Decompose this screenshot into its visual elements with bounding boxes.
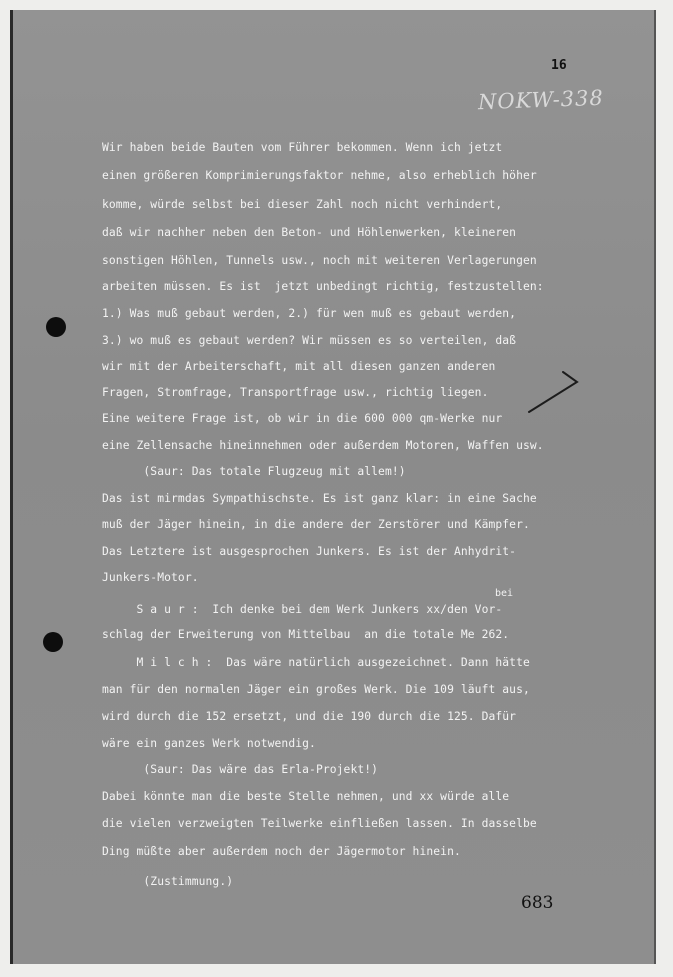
text-line-9: wir mit der Arbeiterschaft, mit all diesen ganzen anderen xyxy=(102,360,496,373)
text-line-4: daß wir nachher neben den Beton- und Höhlenwerken, kleineren xyxy=(102,226,517,239)
text-line-13: (Saur: Das totale Flugzeug mit allem!) xyxy=(102,465,406,478)
page-number: 16 xyxy=(551,58,567,73)
text-line-12: eine Zellensache hineinnehmen oder außerdem Motoren, Waffen usw. xyxy=(102,439,544,452)
text-line-22: wird durch die 152 ersetzt, und die 190 durch die 125. Dafür xyxy=(102,710,517,723)
text-line-20: M i l c h : Das wäre natürlich ausgezeichnet. Dann hätte xyxy=(102,656,530,669)
text-line-5: sonstigen Höhlen, Tunnels usw., noch mit weiteren Verlagerungen xyxy=(102,254,537,267)
text-line-17: Junkers-Motor. xyxy=(102,571,199,584)
text-line-7: 1.) Was muß gebaut werden, 2.) für wen muß es gebaut werden, xyxy=(102,307,517,320)
text-line-2: einen größeren Komprimierungsfaktor nehme, also erheblich höher xyxy=(102,169,537,182)
handwritten-insertion: bei xyxy=(495,588,514,599)
text-line-21: man für den normalen Jäger ein großes Werk. Die 109 läuft aus, xyxy=(102,683,530,696)
punch-hole-bottom xyxy=(43,632,63,652)
text-line-16: Das Letztere ist ausgesprochen Junkers. Es ist der Anhydrit- xyxy=(102,545,517,558)
text-line-25: Dabei könnte man die beste Stelle nehmen, und xx würde alle xyxy=(102,790,510,803)
text-line-27: Ding müßte aber außerdem noch der Jägermotor hinein. xyxy=(102,845,461,858)
text-line-15: muß der Jäger hinein, in die andere der Zerstörer und Kämpfer. xyxy=(102,518,530,531)
text-line-26: die vielen verzweigten Teilwerke einfließen lassen. In dasselbe xyxy=(102,817,537,830)
text-line-23: wäre ein ganzes Werk notwendig. xyxy=(102,737,316,750)
text-line-6: arbeiten müssen. Es ist jetzt unbedingt richtig, festzustellen: xyxy=(102,280,544,293)
text-line-10: Fragen, Stromfrage, Transportfrage usw., richtig liegen. xyxy=(102,386,489,399)
text-line-8: 3.) wo muß es gebaut werden? Wir müssen es so verteilen, daß xyxy=(102,334,517,347)
folio-number: 683 xyxy=(521,893,554,913)
text-line-19: schlag der Erweiterung von Mittelbau an die totale Me 262. xyxy=(102,628,510,641)
check-mark-icon xyxy=(525,368,585,418)
text-line-18: S a u r : Ich denke bei dem Werk Junkers xx/den Vor- xyxy=(102,603,503,616)
text-line-11: Eine weitere Frage ist, ob wir in die 600 000 qm-Werke nur xyxy=(102,412,503,425)
text-line-28: (Zustimmung.) xyxy=(102,875,234,888)
punch-hole-top xyxy=(46,317,66,337)
text-line-24: (Saur: Das wäre das Erla-Projekt!) xyxy=(102,763,379,776)
text-line-1: Wir haben beide Bauten vom Führer bekommen. Wenn ich jetzt xyxy=(102,141,503,154)
text-line-3: komme, würde selbst bei dieser Zahl noch nicht verhindert, xyxy=(102,198,503,211)
document-stamp: NOKW-338 xyxy=(477,85,605,115)
text-line-14: Das ist mirmdas Sympathischste. Es ist ganz klar: in eine Sache xyxy=(102,492,537,505)
